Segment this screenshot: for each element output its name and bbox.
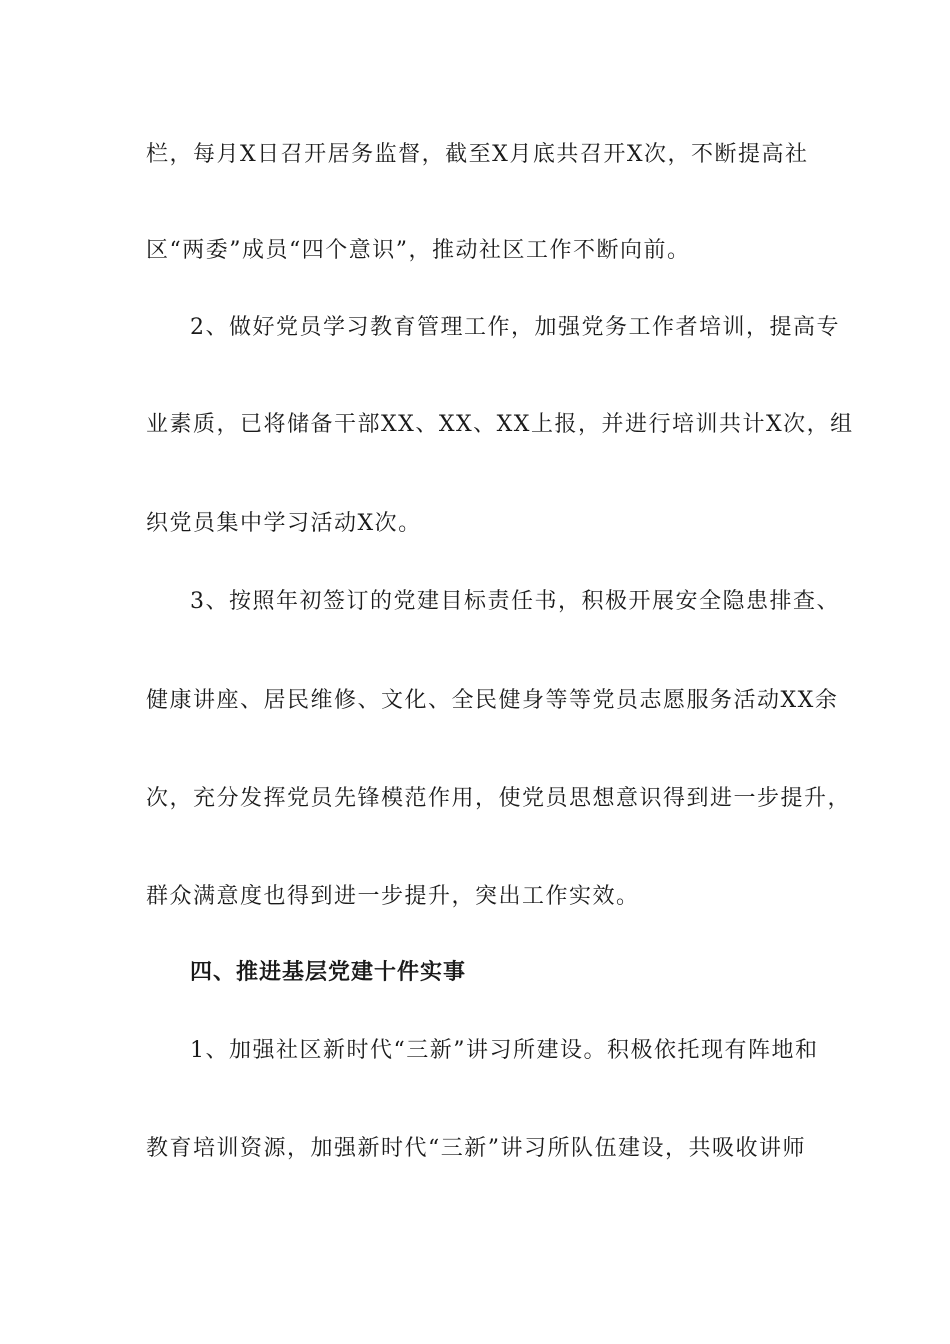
paragraph-line: 2、做好党员学习教育管理工作，加强党务工作者培训，提高专 <box>190 315 840 340</box>
paragraph-line: 教育培训资源，加强新时代“三新”讲习所队伍建设，共吸收讲师 <box>146 1136 806 1161</box>
paragraph-line: 业素质，已将储备干部XX、XX、XX上报，并进行培训共计X次，组 <box>146 412 854 437</box>
paragraph-line: 区“两委”成员“四个意识”，推动社区工作不断向前。 <box>146 238 691 263</box>
paragraph-line: 3、按照年初签订的党建目标责任书，积极开展安全隐患排查、 <box>190 589 840 614</box>
section-heading: 四、推进基层党建十件实事 <box>190 960 467 985</box>
paragraph-line: 1、加强社区新时代“三新”讲习所建设。积极依托现有阵地和 <box>190 1038 819 1063</box>
paragraph-line: 次，充分发挥党员先锋模范作用，使党员思想意识得到进一步提升， <box>146 786 852 811</box>
paragraph-line: 群众满意度也得到进一步提升，突出工作实效。 <box>146 884 640 909</box>
paragraph-line: 栏，每月X日召开居务监督，截至X月底共召开X次，不断提高社 <box>146 142 809 167</box>
paragraph-line: 织党员集中学习活动X次。 <box>146 511 422 536</box>
paragraph-line: 健康讲座、居民维修、文化、全民健身等等党员志愿服务活动XX余 <box>146 688 839 713</box>
